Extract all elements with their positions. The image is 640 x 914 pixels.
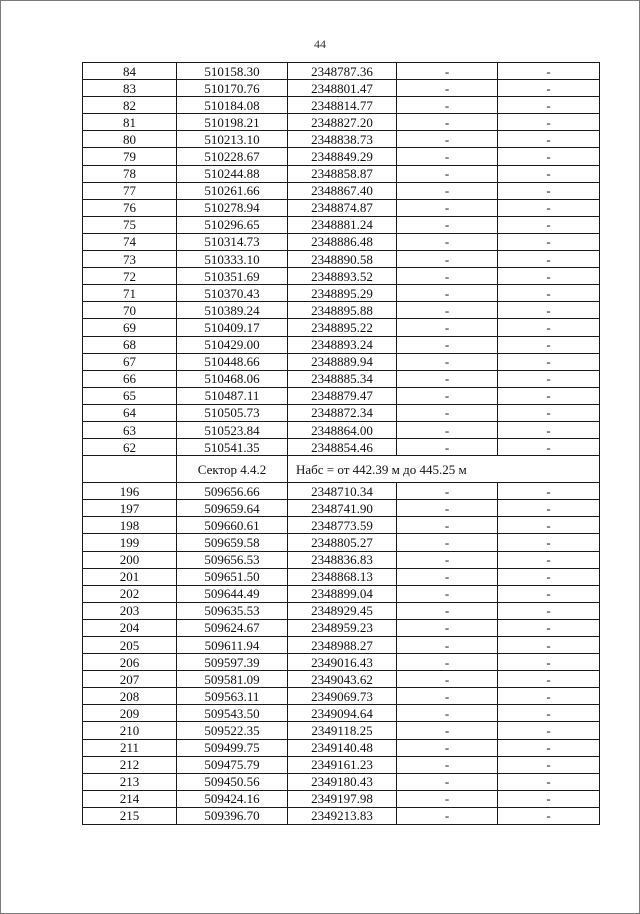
column-5-cell: - <box>498 421 600 438</box>
y-coordinate-cell: 2348886.48 <box>288 233 397 250</box>
column-4-cell: - <box>397 131 498 148</box>
table-row <box>83 302 600 319</box>
point-number-cell: 68 <box>83 336 177 353</box>
column-4-cell: - <box>397 165 498 182</box>
x-coordinate-cell: 509543.50 <box>177 705 288 722</box>
y-coordinate-cell: 2348838.73 <box>288 131 397 148</box>
table-row <box>83 421 600 438</box>
x-coordinate-cell: 509611.94 <box>177 637 288 654</box>
point-number-cell: 203 <box>83 602 177 619</box>
table-row <box>83 534 600 551</box>
x-coordinate-cell: 510158.30 <box>177 63 288 80</box>
x-coordinate-cell: 509597.39 <box>177 654 288 671</box>
column-4-cell: - <box>397 671 498 688</box>
table-row <box>83 165 600 182</box>
column-5-cell: - <box>498 165 600 182</box>
column-5-cell: - <box>498 216 600 233</box>
point-number-cell: 209 <box>83 705 177 722</box>
y-coordinate-cell: 2348885.34 <box>288 370 397 387</box>
column-5-cell: - <box>498 637 600 654</box>
column-4-cell: - <box>397 370 498 387</box>
y-coordinate-cell: 2348868.13 <box>288 568 397 585</box>
column-4-cell: - <box>397 302 498 319</box>
point-number-cell: 197 <box>83 500 177 517</box>
x-coordinate-cell: 510170.76 <box>177 80 288 97</box>
column-4-cell: - <box>397 705 498 722</box>
x-coordinate-cell: 510409.17 <box>177 319 288 336</box>
column-5-cell: - <box>498 739 600 756</box>
column-4-cell: - <box>397 517 498 534</box>
column-4-cell: - <box>397 63 498 80</box>
point-number-cell: 215 <box>83 807 177 824</box>
y-coordinate-cell: 2348858.87 <box>288 165 397 182</box>
column-4-cell: - <box>397 182 498 199</box>
y-coordinate-cell: 2348874.87 <box>288 199 397 216</box>
y-coordinate-cell: 2348864.00 <box>288 421 397 438</box>
point-number-cell: 198 <box>83 517 177 534</box>
column-4-cell: - <box>397 790 498 807</box>
column-4-cell: - <box>397 114 498 131</box>
table-row <box>83 483 600 500</box>
column-4-cell: - <box>397 534 498 551</box>
point-number-cell: 81 <box>83 114 177 131</box>
column-4-cell: - <box>397 148 498 165</box>
y-coordinate-cell: 2349197.98 <box>288 790 397 807</box>
x-coordinate-cell: 510389.24 <box>177 302 288 319</box>
point-number-cell: 69 <box>83 319 177 336</box>
column-5-cell: - <box>498 722 600 739</box>
x-coordinate-cell: 509659.58 <box>177 534 288 551</box>
x-coordinate-cell: 509644.49 <box>177 585 288 602</box>
column-4-cell: - <box>397 637 498 654</box>
y-coordinate-cell: 2348959.23 <box>288 619 397 636</box>
table-row <box>83 705 600 722</box>
sector-header-group <box>83 456 600 483</box>
point-number-cell: 84 <box>83 63 177 80</box>
table-row <box>83 285 600 302</box>
point-number-cell: 74 <box>83 233 177 250</box>
y-coordinate-cell: 2348929.45 <box>288 602 397 619</box>
column-4-cell: - <box>397 739 498 756</box>
table-row <box>83 233 600 250</box>
x-coordinate-cell: 510487.11 <box>177 387 288 404</box>
x-coordinate-cell: 509660.61 <box>177 517 288 534</box>
x-coordinate-cell: 509522.35 <box>177 722 288 739</box>
point-number-cell: 82 <box>83 97 177 114</box>
y-coordinate-cell: 2348849.29 <box>288 148 397 165</box>
column-4-cell: - <box>397 233 498 250</box>
table-body-before <box>83 63 600 456</box>
table-row <box>83 671 600 688</box>
column-5-cell: - <box>498 568 600 585</box>
table-row <box>83 722 600 739</box>
y-coordinate-cell: 2348889.94 <box>288 353 397 370</box>
point-number-cell: 210 <box>83 722 177 739</box>
point-number-cell: 62 <box>83 439 177 456</box>
column-5-cell: - <box>498 517 600 534</box>
column-5-cell: - <box>498 336 600 353</box>
point-number-cell: 66 <box>83 370 177 387</box>
sector-header-row <box>83 456 600 483</box>
table-row <box>83 637 600 654</box>
point-number-cell: 196 <box>83 483 177 500</box>
y-coordinate-cell: 2348988.27 <box>288 637 397 654</box>
x-coordinate-cell: 510198.21 <box>177 114 288 131</box>
table-row <box>83 63 600 80</box>
table-row <box>83 807 600 824</box>
x-coordinate-cell: 509635.53 <box>177 602 288 619</box>
y-coordinate-cell: 2348893.24 <box>288 336 397 353</box>
y-coordinate-cell: 2348787.36 <box>288 63 397 80</box>
column-5-cell: - <box>498 353 600 370</box>
column-5-cell: - <box>498 199 600 216</box>
point-number-cell: 80 <box>83 131 177 148</box>
point-number-cell: 212 <box>83 756 177 773</box>
x-coordinate-cell: 509563.11 <box>177 688 288 705</box>
point-number-cell: 67 <box>83 353 177 370</box>
column-5-cell: - <box>498 148 600 165</box>
y-coordinate-cell: 2348895.88 <box>288 302 397 319</box>
y-coordinate-cell: 2348773.59 <box>288 517 397 534</box>
y-coordinate-cell: 2349180.43 <box>288 773 397 790</box>
column-4-cell: - <box>397 404 498 421</box>
x-coordinate-cell: 509659.64 <box>177 500 288 517</box>
point-number-cell: 79 <box>83 148 177 165</box>
point-number-cell: 214 <box>83 790 177 807</box>
table-row <box>83 268 600 285</box>
y-coordinate-cell: 2348814.77 <box>288 97 397 114</box>
y-coordinate-cell: 2348899.04 <box>288 585 397 602</box>
x-coordinate-cell: 509656.53 <box>177 551 288 568</box>
table-row <box>83 182 600 199</box>
column-5-cell: - <box>498 370 600 387</box>
column-5-cell: - <box>498 756 600 773</box>
y-coordinate-cell: 2349094.64 <box>288 705 397 722</box>
x-coordinate-cell: 510261.66 <box>177 182 288 199</box>
column-5-cell: - <box>498 500 600 517</box>
point-number-cell: 63 <box>83 421 177 438</box>
column-5-cell: - <box>498 97 600 114</box>
x-coordinate-cell: 510333.10 <box>177 251 288 268</box>
table-body-after <box>83 483 600 825</box>
y-coordinate-cell: 2348895.29 <box>288 285 397 302</box>
table-row <box>83 602 600 619</box>
column-4-cell: - <box>397 654 498 671</box>
x-coordinate-cell: 510429.00 <box>177 336 288 353</box>
point-number-cell: 78 <box>83 165 177 182</box>
column-4-cell: - <box>397 199 498 216</box>
column-4-cell: - <box>397 319 498 336</box>
x-coordinate-cell: 509396.70 <box>177 807 288 824</box>
point-number-cell: 76 <box>83 199 177 216</box>
column-4-cell: - <box>397 336 498 353</box>
x-coordinate-cell: 510505.73 <box>177 404 288 421</box>
sector-blank-cell <box>83 456 177 483</box>
column-4-cell: - <box>397 353 498 370</box>
column-5-cell: - <box>498 404 600 421</box>
table-row <box>83 688 600 705</box>
x-coordinate-cell: 509651.50 <box>177 568 288 585</box>
table-row <box>83 216 600 233</box>
y-coordinate-cell: 2349213.83 <box>288 807 397 824</box>
column-5-cell: - <box>498 251 600 268</box>
table-row <box>83 568 600 585</box>
column-4-cell: - <box>397 285 498 302</box>
column-5-cell: - <box>498 319 600 336</box>
column-5-cell: - <box>498 671 600 688</box>
y-coordinate-cell: 2348801.47 <box>288 80 397 97</box>
column-4-cell: - <box>397 585 498 602</box>
column-5-cell: - <box>498 63 600 80</box>
column-4-cell: - <box>397 773 498 790</box>
point-number-cell: 64 <box>83 404 177 421</box>
point-number-cell: 71 <box>83 285 177 302</box>
sector-height-range: Набс = от 442.39 м до 445.25 м <box>288 456 600 483</box>
column-5-cell: - <box>498 602 600 619</box>
point-number-cell: 211 <box>83 739 177 756</box>
column-5-cell: - <box>498 182 600 199</box>
x-coordinate-cell: 510213.10 <box>177 131 288 148</box>
y-coordinate-cell: 2348836.83 <box>288 551 397 568</box>
table-row <box>83 319 600 336</box>
table-row <box>83 500 600 517</box>
x-coordinate-cell: 510314.73 <box>177 233 288 250</box>
table-row <box>83 353 600 370</box>
sector-name: Сектор 4.4.2 <box>177 456 288 483</box>
point-number-cell: 208 <box>83 688 177 705</box>
y-coordinate-cell: 2348854.46 <box>288 439 397 456</box>
column-5-cell: - <box>498 483 600 500</box>
y-coordinate-cell: 2349016.43 <box>288 654 397 671</box>
column-5-cell: - <box>498 268 600 285</box>
x-coordinate-cell: 510541.35 <box>177 439 288 456</box>
column-5-cell: - <box>498 551 600 568</box>
x-coordinate-cell: 510296.65 <box>177 216 288 233</box>
column-5-cell: - <box>498 114 600 131</box>
y-coordinate-cell: 2348893.52 <box>288 268 397 285</box>
point-number-cell: 83 <box>83 80 177 97</box>
column-5-cell: - <box>498 705 600 722</box>
table-row <box>83 336 600 353</box>
table-row <box>83 585 600 602</box>
table-row <box>83 370 600 387</box>
point-number-cell: 70 <box>83 302 177 319</box>
x-coordinate-cell: 510244.88 <box>177 165 288 182</box>
column-4-cell: - <box>397 619 498 636</box>
page-number: 44 <box>314 37 326 51</box>
table-row <box>83 251 600 268</box>
column-5-cell: - <box>498 131 600 148</box>
column-4-cell: - <box>397 756 498 773</box>
y-coordinate-cell: 2349118.25 <box>288 722 397 739</box>
column-4-cell: - <box>397 807 498 824</box>
point-number-cell: 207 <box>83 671 177 688</box>
table-row <box>83 404 600 421</box>
table-row <box>83 80 600 97</box>
y-coordinate-cell: 2348890.58 <box>288 251 397 268</box>
x-coordinate-cell: 509581.09 <box>177 671 288 688</box>
table-row <box>83 439 600 456</box>
point-number-cell: 205 <box>83 637 177 654</box>
table-row <box>83 114 600 131</box>
x-coordinate-cell: 510448.66 <box>177 353 288 370</box>
table-row <box>83 199 600 216</box>
column-4-cell: - <box>397 268 498 285</box>
y-coordinate-cell: 2348867.40 <box>288 182 397 199</box>
column-5-cell: - <box>498 534 600 551</box>
point-number-cell: 204 <box>83 619 177 636</box>
column-4-cell: - <box>397 568 498 585</box>
x-coordinate-cell: 510523.84 <box>177 421 288 438</box>
x-coordinate-cell: 510351.69 <box>177 268 288 285</box>
column-5-cell: - <box>498 654 600 671</box>
table-row <box>83 97 600 114</box>
column-4-cell: - <box>397 483 498 500</box>
column-4-cell: - <box>397 97 498 114</box>
x-coordinate-cell: 509656.66 <box>177 483 288 500</box>
table-row <box>83 148 600 165</box>
column-5-cell: - <box>498 807 600 824</box>
column-5-cell: - <box>498 585 600 602</box>
point-number-cell: 75 <box>83 216 177 233</box>
column-5-cell: - <box>498 302 600 319</box>
column-5-cell: - <box>498 773 600 790</box>
column-5-cell: - <box>498 688 600 705</box>
table-row <box>83 790 600 807</box>
table-row <box>83 756 600 773</box>
table-row <box>83 551 600 568</box>
y-coordinate-cell: 2348827.20 <box>288 114 397 131</box>
table-row <box>83 387 600 404</box>
y-coordinate-cell: 2349069.73 <box>288 688 397 705</box>
column-5-cell: - <box>498 233 600 250</box>
column-4-cell: - <box>397 421 498 438</box>
column-5-cell: - <box>498 80 600 97</box>
point-number-cell: 202 <box>83 585 177 602</box>
y-coordinate-cell: 2349161.23 <box>288 756 397 773</box>
column-4-cell: - <box>397 551 498 568</box>
point-number-cell: 73 <box>83 251 177 268</box>
point-number-cell: 199 <box>83 534 177 551</box>
table-row <box>83 739 600 756</box>
coordinates-table <box>82 62 600 825</box>
x-coordinate-cell: 510468.06 <box>177 370 288 387</box>
column-4-cell: - <box>397 80 498 97</box>
point-number-cell: 206 <box>83 654 177 671</box>
y-coordinate-cell: 2348741.90 <box>288 500 397 517</box>
column-5-cell: - <box>498 439 600 456</box>
y-coordinate-cell: 2348872.34 <box>288 404 397 421</box>
point-number-cell: 72 <box>83 268 177 285</box>
table-row <box>83 517 600 534</box>
y-coordinate-cell: 2349140.48 <box>288 739 397 756</box>
column-4-cell: - <box>397 722 498 739</box>
table-row <box>83 619 600 636</box>
column-5-cell: - <box>498 285 600 302</box>
column-5-cell: - <box>498 790 600 807</box>
point-number-cell: 213 <box>83 773 177 790</box>
table-row <box>83 131 600 148</box>
point-number-cell: 65 <box>83 387 177 404</box>
y-coordinate-cell: 2348879.47 <box>288 387 397 404</box>
x-coordinate-cell: 509424.16 <box>177 790 288 807</box>
x-coordinate-cell: 509450.56 <box>177 773 288 790</box>
table-row <box>83 654 600 671</box>
column-4-cell: - <box>397 251 498 268</box>
y-coordinate-cell: 2348881.24 <box>288 216 397 233</box>
column-4-cell: - <box>397 439 498 456</box>
column-4-cell: - <box>397 688 498 705</box>
column-4-cell: - <box>397 216 498 233</box>
y-coordinate-cell: 2348895.22 <box>288 319 397 336</box>
column-4-cell: - <box>397 602 498 619</box>
x-coordinate-cell: 510184.08 <box>177 97 288 114</box>
y-coordinate-cell: 2349043.62 <box>288 671 397 688</box>
x-coordinate-cell: 510228.67 <box>177 148 288 165</box>
column-5-cell: - <box>498 387 600 404</box>
column-4-cell: - <box>397 387 498 404</box>
table-row <box>83 773 600 790</box>
x-coordinate-cell: 509475.79 <box>177 756 288 773</box>
x-coordinate-cell: 510278.94 <box>177 199 288 216</box>
y-coordinate-cell: 2348710.34 <box>288 483 397 500</box>
column-5-cell: - <box>498 619 600 636</box>
point-number-cell: 201 <box>83 568 177 585</box>
x-coordinate-cell: 509499.75 <box>177 739 288 756</box>
point-number-cell: 77 <box>83 182 177 199</box>
x-coordinate-cell: 509624.67 <box>177 619 288 636</box>
x-coordinate-cell: 510370.43 <box>177 285 288 302</box>
column-4-cell: - <box>397 500 498 517</box>
point-number-cell: 200 <box>83 551 177 568</box>
y-coordinate-cell: 2348805.27 <box>288 534 397 551</box>
